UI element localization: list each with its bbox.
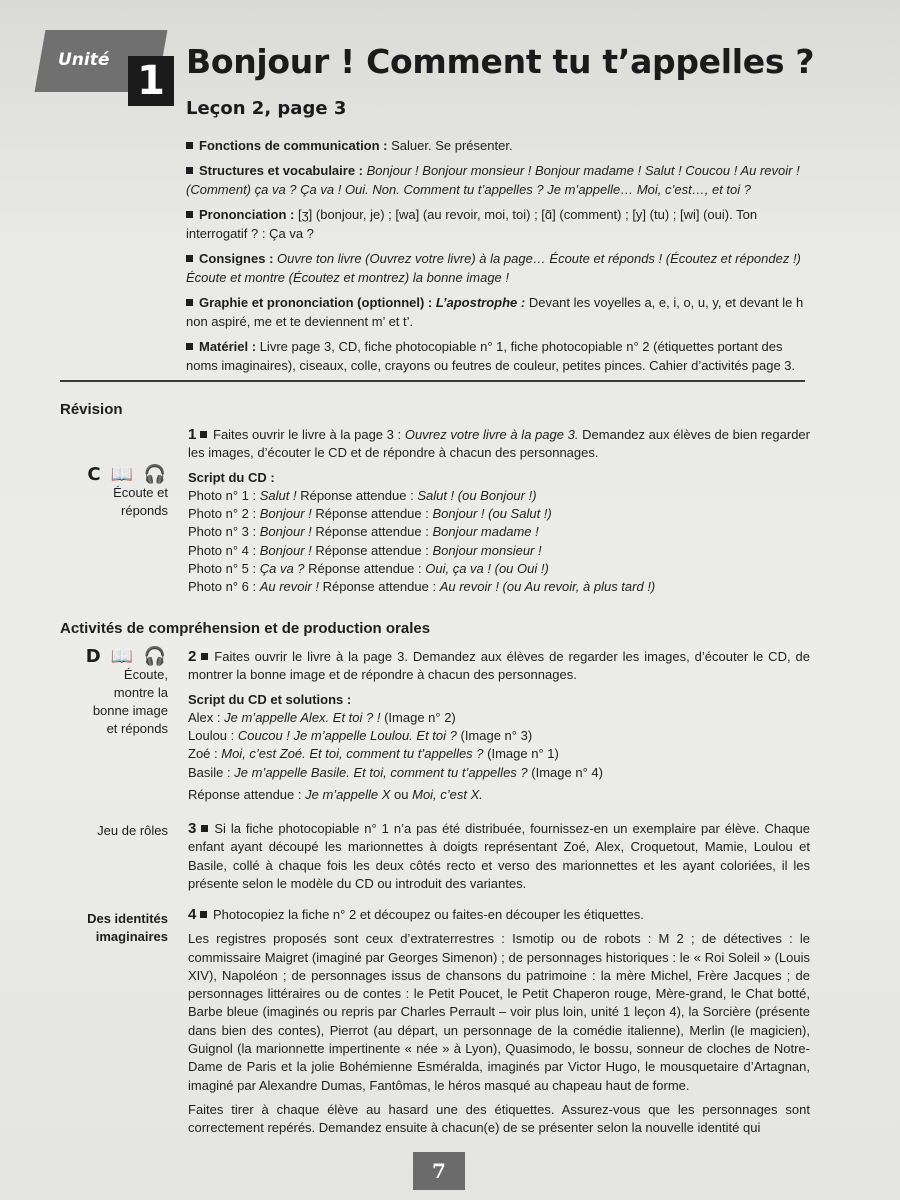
activity-4-paragraph: Faites tirer à chaque élève au hasard une des étiquettes. Assurez-vous que les personnages sont correctement repérés. Demandez ensuite à chacun(e) de se présenter selon la nouvelle identité qui xyxy=(188,1101,810,1136)
square-bullet-icon xyxy=(200,911,207,918)
script-line: Photo n° 6 : Au revoir ! Réponse attendue : Au revoir ! (ou Au revoir, à plus tard !) xyxy=(188,579,656,595)
script-line: Loulou : Coucou ! Je m’appelle Loulou. Et toi ? (Image n° 3) xyxy=(188,728,533,744)
script-line: Photo n° 1 : Salut ! Réponse attendue : Salut ! (ou Bonjour !) xyxy=(188,487,537,503)
book-headphones-icon: C 📖 🎧 xyxy=(87,464,168,485)
script-heading: Script du CD : xyxy=(188,469,275,485)
objective-item: Matériel : Livre page 3, CD, fiche photocopiable n° 1, fiche photocopiable n° 2 (étiquettes portant des noms imaginaires), ciseaux, colle, crayons ou feutres de couleur, petites pinces. Cahier d’activités page 3. xyxy=(186,339,796,373)
section-divider xyxy=(60,380,805,382)
square-bullet-icon xyxy=(186,142,193,149)
activity-2: 2 Faites ouvrir le livre à la page 3. Demandez aux élèves de regarder les images, d’écouter le CD, de montrer la bonne image et de répondre à chacun des personnages. Script du CD et solutions : Alex : Je m’appelle Alex. Et toi ? ! (Image n° 2) Loulou : Coucou ! Je m’appelle Loulou. Et toi ? (Image n° 3) Zoé : Moi, c’est Zoé. Et toi, comment tu t’appelles ? (Image n° 1) Basile : Je m’appelle Basile. Et toi, comment tu t’appelles ? (Image n° 4) Réponse attendue : Je m’appelle X ou Moi, c’est X. xyxy=(188,648,810,804)
book-headphones-icon: D 📖 🎧 xyxy=(85,646,168,667)
revision-heading: Révision xyxy=(60,401,123,418)
square-bullet-icon xyxy=(201,825,208,832)
square-bullet-icon xyxy=(200,431,207,438)
activity-2-side-label: D 📖 🎧 Écoute, montre la bonne image et réponds xyxy=(60,648,168,738)
page-number: 7 xyxy=(413,1152,465,1190)
objective-item: Graphie et prononciation (optionnel) : L’apostrophe : Devant les voyelles a, e, i, o, u, y, et devant le h non aspiré, me et te deviennent m’ et t’. xyxy=(186,295,804,329)
square-bullet-icon xyxy=(186,167,193,174)
activity-3-side-label: Jeu de rôles xyxy=(97,823,168,838)
objective-item: Prononciation : [ʒ] (bonjour, je) ; [wa] (au revoir, moi, toi) ; [ɑ̃] (comment) ; [y] (tu) ; [wi] (oui). Ton interrogatif ? : Ça va ? xyxy=(186,207,758,241)
activity-4-paragraph: Les registres proposés sont ceux d’extraterrestres : Ismotip ou de robots : M 2 ; de détectives : le commissaire Maigret (imaginé par Georges Simenon) ; de personnages historiques : le « Roi Soleil » (Louis XIV), Napoléon ; de personnages issus de chansons du patrimoine : la mère Michel, Frère Jacques ; de personnages littéraires ou de contes : le Petit Poucet, le Petit Chaperon rouge, Mère-grand, le Chat botté, Barbe bleue (imaginés ou repris par Charles Perrault – voir plus loin, unité 1 leçon 4), la Sorcière (présente dans bien des contes), Pierrot (au départ, un personnage de la comédie italienne), Merlin (le magicien), Guignol (la marionnette impertinente « née » à Lyon), Quasimodo, le bossu, sonneur de cloches de Notre-Dame de Paris et la jolie Bohémienne Esméralda, imaginés par Victor Hugo, le mousquetaire d’Artagnan, imaginé par Alexandre Dumas, Fantômas, le héros masqué au chapeau haut de forme. xyxy=(188,931,810,1093)
objective-item: Fonctions de communication : Saluer. Se présenter. xyxy=(186,136,806,155)
expected-answer: Réponse attendue : Je m’appelle X ou Moi, c’est X. xyxy=(188,787,483,803)
script-line: Photo n° 5 : Ça va ? Réponse attendue : Oui, ça va ! (ou Oui !) xyxy=(188,561,549,577)
objective-item: Structures et vocabulaire : Bonjour ! Bonjour monsieur ! Bonjour madame ! Salut ! Coucou ! Au revoir ! (Comment) ça va ? Ça va ! Oui. Non. Comment tu t’appelles ? Je m’appelle… Moi, c’est…, et toi ? xyxy=(186,163,800,197)
page-title: Bonjour ! Comment tu t’appelles ? xyxy=(186,42,815,81)
lesson-objectives xyxy=(186,136,806,381)
square-bullet-icon xyxy=(186,343,193,350)
revision-side-label: C 📖 🎧 Écoute et réponds xyxy=(60,466,168,520)
activity-1: 1 Faites ouvrir le livre à la page 3 : Ouvrez votre livre à la page 3. Demandez aux élèves de bien regarder les images, d’écouter le CD et de répondre à chacun des personnages. Script du CD : Photo n° 1 : Salut ! Réponse attendue : Salut ! (ou Bonjour !) Photo n° 2 : Bonjour ! Réponse attendue : Bonjour ! (ou Salut !) Photo n° 3 : Bonjour ! Réponse attendue : Bonjour madame ! Photo n° 4 : Bonjour ! Réponse attendue : Bonjour monsieur ! Photo n° 5 : Ça va ? Réponse attendue : Oui, ça va ! (ou Oui !) Photo n° 6 : Au revoir ! Réponse attendue : Au revoir ! (ou Au revoir, à plus tard !) xyxy=(188,426,810,597)
script-line: Basile : Je m’appelle Basile. Et toi, comment tu t’appelles ? (Image n° 4) xyxy=(188,764,603,780)
activites-heading: Activités de compréhension et de production orales xyxy=(60,620,431,637)
activity-4-side-label: Des identités imaginaires xyxy=(87,911,168,944)
square-bullet-icon xyxy=(186,211,193,218)
script-line: Photo n° 4 : Bonjour ! Réponse attendue : Bonjour monsieur ! xyxy=(188,542,542,558)
script-line: Photo n° 3 : Bonjour ! Réponse attendue : Bonjour madame ! xyxy=(188,524,539,540)
script-heading: Script du CD et solutions : xyxy=(188,691,352,707)
script-line: Zoé : Moi, c’est Zoé. Et toi, comment tu t’appelles ? (Image n° 1) xyxy=(188,746,559,762)
lesson-subtitle: Leçon 2, page 3 xyxy=(186,98,347,119)
unit-label: Unité xyxy=(58,50,110,70)
square-bullet-icon xyxy=(186,299,193,306)
objective-item: Consignes : Ouvre ton livre (Ouvrez votre livre) à la page… Écoute et réponds ! (Écoutez et répondez !) Écoute et montre (Écoutez et montrez) la bonne image ! xyxy=(186,251,801,285)
activity-4: 4 Photocopiez la fiche n° 2 et découpez ou faites-en découper les étiquettes. Les registres proposés sont ceux d’extraterrestres : Ismotip ou de robots : M 2 ; de détectives : le commissaire Maigret (imaginé par Georges Simenon) ; de personnages historiques : le « Roi Soleil » (Louis XIV), Napoléon ; de personnages issus de chansons du patrimoine : la mère Michel, Frère Jacques ; de personnages littéraires ou de contes : le Petit Poucet, le Petit Chaperon rouge, Mère-grand, le Chat botté, Barbe bleue (imaginés ou repris par Charles Perrault – voir plus loin, unité 1 leçon 4), la Sorcière (présente dans bien des contes), Pierrot (au départ, un personnage de la comédie italienne), Merlin (le magicien), Guignol (la marionnette impertinente « née » à Lyon), Quasimodo, le bossu, sonneur de cloches de Notre-Dame de Paris et la jolie Bohémienne Esméralda, imaginés par Victor Hugo, le mousquetaire d’Artagnan, imaginé par Alexandre Dumas, Fantômas, le héros masqué au chapeau haut de forme. Faites tirer à chaque élève au hasard une des étiquettes. Assurez-vous que les personnages sont correctement repérés. Demandez ensuite à chacun(e) de se présenter selon la nouvelle identité qui xyxy=(188,906,810,1138)
script-line: Alex : Je m’appelle Alex. Et toi ? ! (Image n° 2) xyxy=(188,709,456,725)
square-bullet-icon xyxy=(201,653,208,660)
script-line: Photo n° 2 : Bonjour ! Réponse attendue : Bonjour ! (ou Salut !) xyxy=(188,506,552,522)
unit-number: 1 xyxy=(128,56,174,106)
activity-3: 3 Si la fiche photocopiable n° 1 n’a pas été distribuée, fournissez-en un exemplaire par élève. Chaque enfant ayant découpé les marionnettes à doigts représentant Zoé, Alex, Croquetout, Mamie, Loulou et Basile, collé à chaque fois les deux côtés recto et verso des marionnettes et les ayant coloriées, il les présente selon le modèle du CD ou introduit des variantes. xyxy=(188,820,810,891)
square-bullet-icon xyxy=(186,255,193,262)
